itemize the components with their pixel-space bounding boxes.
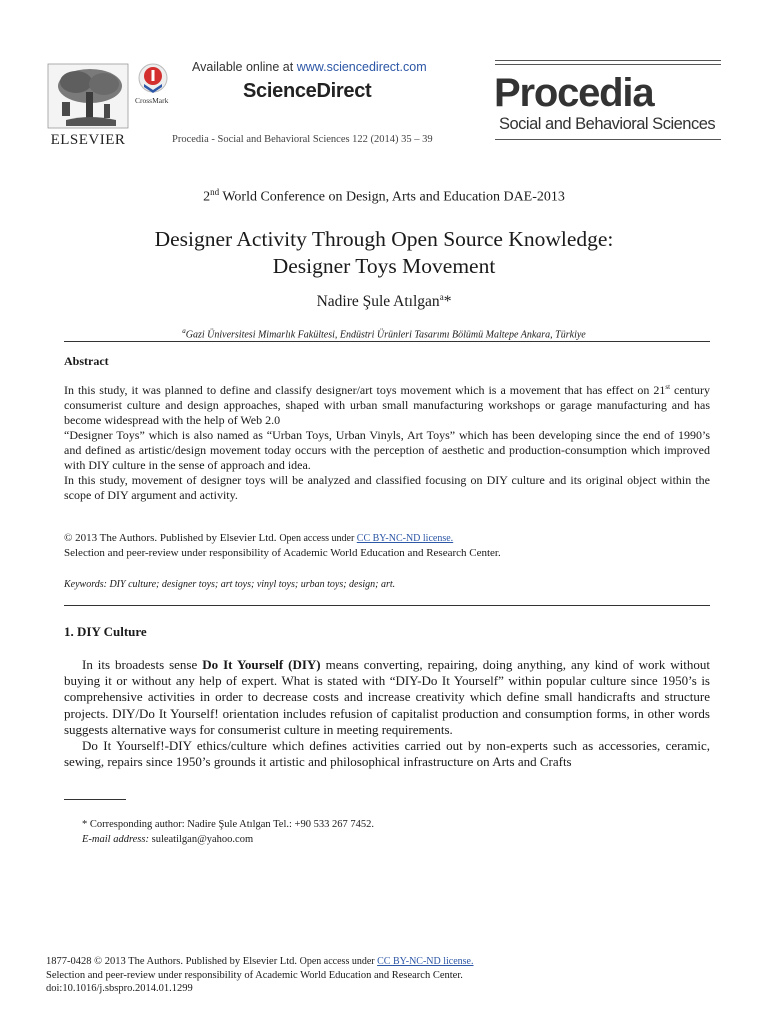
bottom-review-line: Selection and peer-review under responsibility of Academic World Education and Research Center. (46, 969, 463, 981)
journal-citation: Procedia - Social and Behavioral Sciences 122 (2014) 35 – 39 (172, 134, 433, 145)
section-heading: 1. DIY Culture (64, 624, 147, 639)
section-paragraph (64, 657, 710, 738)
crossmark-badge[interactable] (137, 62, 173, 108)
divider-bottom (64, 605, 710, 606)
issn-line (46, 955, 474, 969)
copyright-block (64, 531, 710, 560)
open-access-text: Open access under (279, 533, 357, 544)
sciencedirect-link[interactable]: www.sciencedirect.com (296, 60, 427, 74)
corresponding-author: * Corresponding author: Nadire Şule Atılgan Tel.: +90 533 267 7452. (82, 819, 374, 830)
crossmark-icon (137, 62, 169, 94)
section-body (64, 657, 710, 770)
author-affiliation-mark: a (439, 292, 444, 302)
abstract-paragraph (64, 383, 710, 428)
publisher-name: ELSEVIER (50, 132, 126, 148)
procedia-top-rules (495, 60, 721, 68)
author-name: Nadire Şule Atılgan (316, 293, 440, 311)
abstract-body (64, 383, 710, 503)
copyright-line-1 (64, 531, 710, 546)
available-online (192, 60, 427, 74)
section-p1-bold: Do It Yourself (DIY) (202, 657, 321, 672)
license-link[interactable]: CC BY-NC-ND license. (356, 533, 454, 544)
bottom-license-link[interactable]: CC BY-NC-ND license. (377, 956, 474, 967)
email-label: E-mail address: (82, 834, 149, 845)
abstract-heading: Abstract (64, 354, 109, 368)
email-line (82, 832, 374, 847)
bottom-info (46, 955, 474, 996)
affiliation-text: Gazi Üniversitesi Mimarlık Fakültesi, Endüstri Ürünleri Tasarımı Bölümü Maltepe Ankara, Türkiye (185, 329, 586, 341)
footnote-rule (64, 799, 126, 800)
footnote (82, 817, 374, 847)
keywords: Keywords: DIY culture; designer toys; art toys; vinyl toys; urban toys; design; art. (64, 579, 396, 590)
procedia-title: Procedia (494, 71, 654, 115)
section-p1-a: In its broadests sense (82, 657, 203, 672)
copyright-line-2: Selection and peer-review under responsibility of Academic World Education and Research Center. (64, 547, 501, 559)
abstract-paragraph: In this study, movement of designer toys will be analyzed and classified focusing on DIY culture and its original object within the scope of DIY argument and activity. (64, 473, 710, 502)
paper-title (0, 226, 768, 280)
section-paragraph: Do It Yourself!-DIY ethics/culture which defines activities carried out by non-experts such as accessories, ceramic, sewing, repairs since 1950’s grounds it artistic and philosophical infrastructure on Arts and Crafts (64, 738, 710, 770)
divider-top (64, 341, 710, 342)
author-line (0, 292, 768, 311)
conference-ordinal-suffix: nd (210, 187, 220, 197)
procedia-subtitle: Social and Behavioral Sciences (499, 115, 716, 133)
doi[interactable]: doi:10.1016/j.sbspro.2014.01.1299 (46, 983, 193, 994)
crossmark-label: CrossMark (135, 96, 169, 105)
abstract-paragraph: “Designer Toys” which is also named as “Urban Toys, Urban Vinyls, Art Toys” which has been developing since the end of 1990’s and defined as artistic/design movement today occurs with the perception of aesthetic and production-consumption which improved with DIY culture in the sense of approach and idea. (64, 428, 710, 472)
conference-ordinal: 2 (203, 189, 211, 205)
copyright-text: © 2013 The Authors. Published by Elsevier Ltd. (64, 532, 280, 544)
affiliation-mark: a (182, 327, 186, 335)
affiliation (0, 327, 768, 340)
elsevier-tree-icon (46, 62, 130, 130)
abstract-p1-b: century consumerist culture and design approaches, shaped with urban small manufacturing workshops or garage manufacturing and has become widespread with the help of Web 2.0 (64, 383, 710, 427)
email-address[interactable]: suleatilgan@yahoo.com (148, 834, 254, 845)
title-line-2: Designer Toys Movement (272, 254, 496, 278)
section-p1-b: means converting, repairing, doing anything, any kind of work without buying it or without any help of expert. What is stated with “DIY-Do It Yourself” within popular culture since 1950’s is comprehensive activities in order to decrease costs and increase creativity which define small handicrafts and structure projects. DIY/Do It Yourself! orientation includes refusion of capitalist production and consumption forms, in other words suggests alternative ways for consumerist culture in meeting requirements. (64, 657, 711, 737)
procedia-bottom-rule (495, 139, 721, 140)
sciencedirect-logo-text: ScienceDirect (243, 80, 372, 102)
issn-text: 1877-0428 © 2013 The Authors. Published by Elsevier Ltd. (46, 956, 300, 967)
elsevier-logo (46, 62, 130, 148)
author-corresponding-mark: * (443, 293, 452, 311)
conference-name: World Conference on Design, Arts and Education DAE-2013 (219, 189, 565, 205)
bottom-open-access: Open access under (299, 956, 378, 967)
available-prefix: Available online at (192, 60, 297, 74)
abstract-p1-sup: st (665, 383, 671, 391)
abstract-p1-a: In this study, it was planned to define and classify designer/art toys movement which is a movement that has effect on 21 (64, 383, 666, 397)
conference-line (0, 187, 768, 206)
title-line-1: Designer Activity Through Open Source Knowledge: (154, 227, 614, 251)
